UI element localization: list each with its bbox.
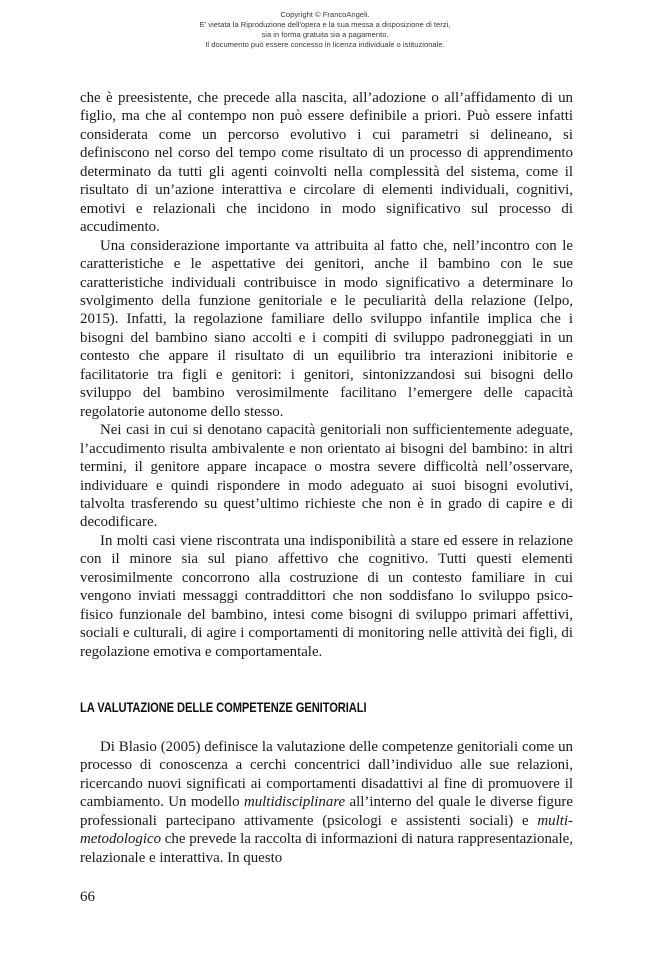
section-text xyxy=(80,738,573,867)
text-run: all’interno del quale le diverse figure professionali partecipano attivamente (psicologi e assistenti sociali) e xyxy=(80,794,573,829)
paragraph: In molti casi viene riscontrata una indisponibilità a stare ed essere in relazione con il minore sia sul piano affettivo che cognitivo. Tutti questi elementi verosimilmente concorrono alla costruzione di un contesto familiare in cui vengono inviati messaggi contraddittori che non soddisfano lo sviluppo psico-fisico funzionale del bambino, intesi come bisogni di sviluppo primari affettivi, sociali e culturali, di agire i comportamenti di monitoring nelle attività dei figli, di regolazione emotiva e comportamentale. xyxy=(80,532,573,660)
emphasis-multidisciplinare: multidisciplinare xyxy=(243,794,346,811)
paragraph: Nei casi in cui si denotano capacità genitoriali non sufficientemente adeguate, l’accudimento risulta ambivalente e non orientato ai bisogni del bambino: in altri termini, il genitore appare incapace o mostra severe difficoltà nell’osservare, individuare e quindi rispondere in modo adeguato ai suoi bisogni evolutivi, talvolta trasferendo su quest’ultimo richieste che non è in grado di capire e di decodificare. xyxy=(80,422,573,531)
section-paragraph xyxy=(80,738,573,867)
paragraph: Una considerazione importante va attribuita al fatto che, nell’incontro con le caratteristiche e le aspettative dei genitori, anche il bambino con le sue caratteristiche individuali contribuisce in modo significativo a determinare lo svolgimento della funzione genitoriale e le peculiarità della relazione (Ielpo, 2015). Infatti, la regolazione familiare dello sviluppo infantile implica che i bisogni del bambino siano accolti e i compiti di sviluppo padroneggiati in un contesto che appare il risultato di un equilibrio tra interazioni inibitorie e facilitatorie tra figli e genitori: i genitori, sintonizzandosi sui bisogni dello sviluppo del bambino verosimilmente facilitano l’emergere delle capacità regolatorie autonome dello stesso. xyxy=(80,237,573,420)
body-text xyxy=(80,89,573,661)
copyright-line: E' vietata la Riproduzione dell'opera e la sua messa a disposizione di terzi, xyxy=(199,20,451,29)
text-run: che prevede la raccolta di informazioni di natura rappresentazionale, relazionale e interattiva. In questo xyxy=(80,831,573,866)
section-heading: LA VALUTAZIONE DELLE COMPETENZE GENITORIALI xyxy=(80,700,367,715)
text-run: Di Blasio (2005) definisce la valutazione delle competenze genitoriali come un processo di conoscenza a cerchi concentrici dall’individuo alle sue relazioni, ricercando nuovi significati ai comportamenti disadattivi al fine di promuovere il cambiamento. Un modello xyxy=(80,739,573,811)
copyright-line: Il documento può essere concesso in licenza individuale o istituzionale. xyxy=(205,40,445,49)
copyright-notice xyxy=(0,10,650,50)
paragraph: che è preesistente, che precede alla nascita, all’adozione o all’affidamento di un figlio, ma che al contempo non può essere definibile a priori. Può essere infatti considerata come un percorso evolutivo i cui parametri si delineano, si definiscono nel corso del tempo come risultato di un processo di apprendimento determinato da tutti gli agenti coinvolti nella complessità del sistema, come il risultato di un’azione interattiva e circolare di elementi individuali, cognitivi, emotivi e relazionali che incidono in modo significativo sul processo di accudimento. xyxy=(80,90,573,236)
copyright-line: Copyright © FrancoAngeli. xyxy=(280,10,370,19)
emphasis-multi-metodologico: multi-metodologico xyxy=(80,812,573,848)
page-number: 66 xyxy=(80,889,95,905)
copyright-line: sia in forma gratuita sia a pagamento. xyxy=(261,30,389,39)
